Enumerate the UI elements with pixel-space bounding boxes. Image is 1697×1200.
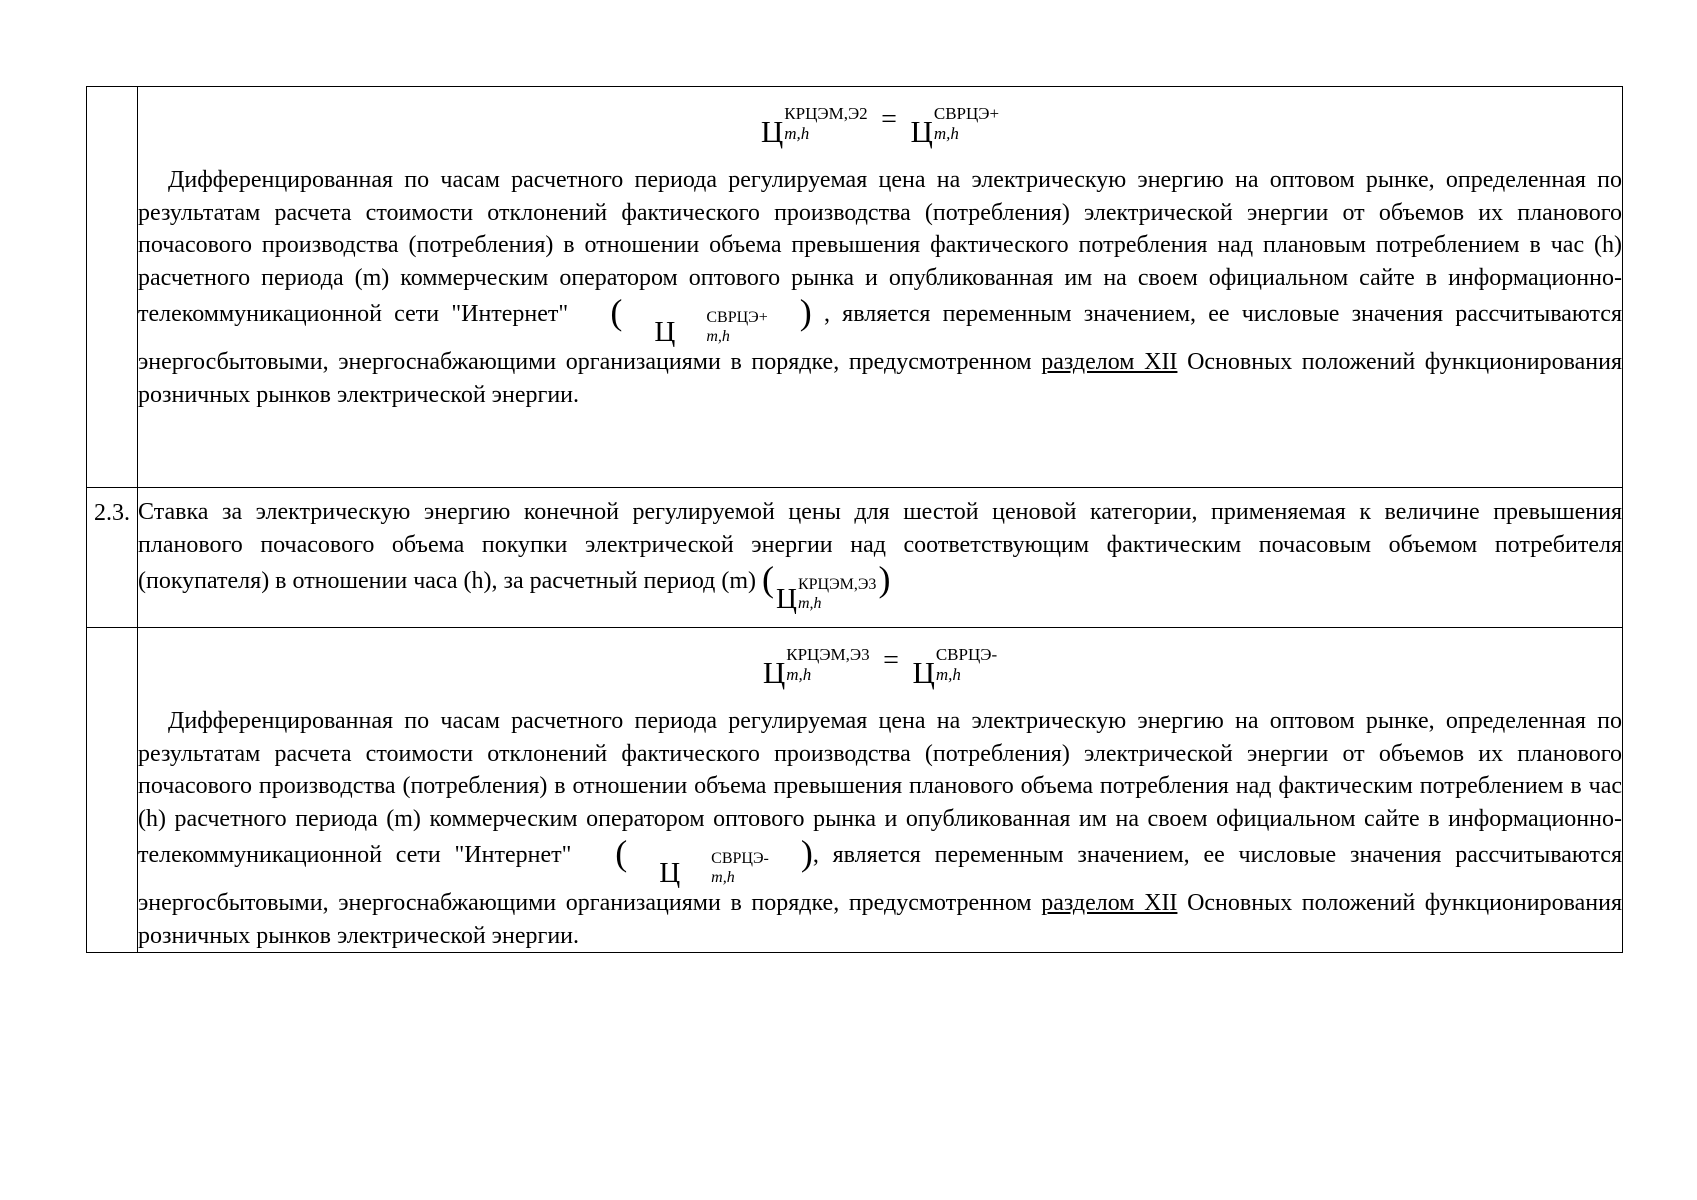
formula-equals: = <box>881 104 897 135</box>
content-cell <box>138 87 1623 488</box>
content-cell <box>138 628 1623 953</box>
definition-paragraph: Дифференцированная по часам расчетного периода регулируемая цена на электрическую энергию на оптовом рынке, определенная по результатам расчета стоимости отклонений фактического производства (потребления) электрической энергии от объемов их планового почасового производства (потребления) в отношении объема превышения планового объема потребления над фактическим потреблением в час (h) расчетного периода (m) коммерческим оператором оптового рынка и опубликованная им на своем официальном сайте в информационно-телекоммуникационной сети "Интернет" ( Ц СВРЦЭ- m,h ), является переменным значением, ее числовые значения рассчитываются энергосбытовыми, энергоснабжающими организациями в порядке, предусмотренном разделом XII Основных положений функционирования розничных рынков электрической энергии. <box>138 708 1623 949</box>
section-xii-link[interactable]: разделом XII <box>1041 890 1178 916</box>
table-row <box>87 87 1623 488</box>
formula <box>138 87 1622 164</box>
section-xii-link[interactable]: разделом XII <box>1041 349 1178 375</box>
formula <box>138 628 1622 705</box>
rate-paragraph: Ставка за электрическую энергию конечной регулируемой цены для шестой ценовой категории, применяемая к величине превышения планового почасового объема покупки электрической энергии над соответствующим фактическим почасовым объемом потребителя (покупателя) в отношении часа (h), за расчетный период (m) ( Ц КРЦЭМ,Э3 m,h ) <box>138 499 1622 615</box>
formula-left-symbol: Ц КРЦЭМ,Э2 m,h <box>760 104 868 149</box>
formula-left-symbol: Ц КРЦЭМ,Э3 m,h <box>762 645 870 690</box>
inline-price-symbol: Ц СВРЦЭ+ m,h <box>654 309 768 348</box>
document-table <box>86 86 1623 953</box>
row-number-cell: 2.3. <box>87 488 138 628</box>
formula-equals: = <box>883 645 899 676</box>
content-cell <box>138 488 1623 628</box>
definition-paragraph: Дифференцированная по часам расчетного периода регулируемая цена на электрическую энергию на оптовом рынке, определенная по результатам расчета стоимости отклонений фактического производства (потребления) электрической энергии от объемов их планового почасового производства (потребления) в отношении объема превышения фактического потребления над плановым потреблением в час (h) расчетного периода (m) коммерческим оператором оптового рынка и опубликованная им на своем официальном сайте в информационно-телекоммуникационной сети "Интернет" ( Ц СВРЦЭ+ m,h ) , является переменным значением, ее числовые значения рассчитываются энергосбытовыми, энергоснабжающими организациями в порядке, предусмотренном разделом XII Основных положений функционирования розничных рынков электрической энергии. <box>138 167 1623 408</box>
row-number-cell <box>87 628 138 953</box>
table-row <box>87 628 1623 953</box>
table-row <box>87 488 1623 628</box>
formula-right-symbol: Ц СВРЦЭ- m,h <box>912 645 998 690</box>
inline-price-symbol: Ц СВРЦЭ- m,h <box>659 850 769 889</box>
formula-right-symbol: Ц СВРЦЭ+ m,h <box>910 104 1000 149</box>
row-number-cell <box>87 87 138 488</box>
inline-price-symbol: Ц КРЦЭМ,Э3 m,h <box>776 576 877 615</box>
